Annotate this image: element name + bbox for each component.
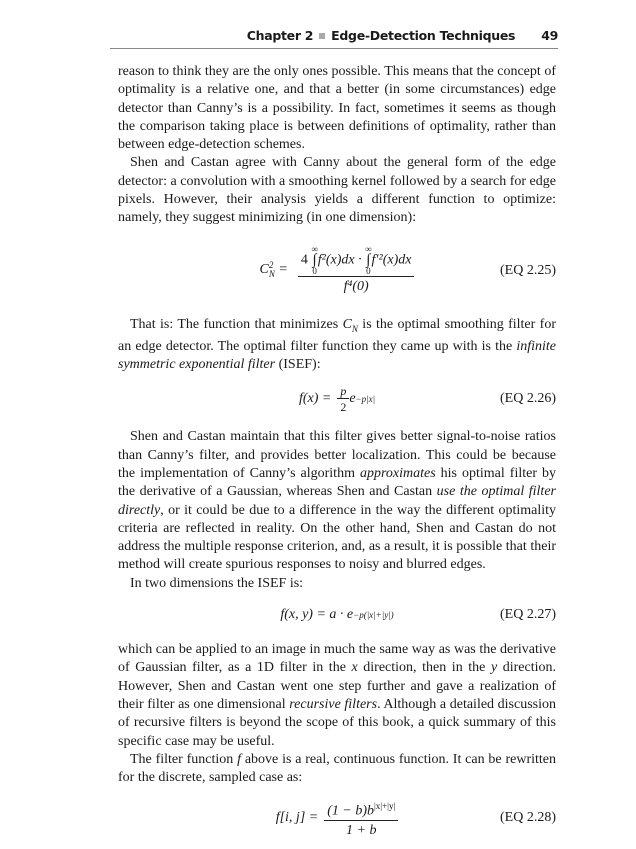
- paragraph: [118, 63, 556, 154]
- symbol: f: [237, 751, 241, 767]
- chapter-label: Chapter 2: [246, 28, 314, 43]
- symbol: N: [351, 323, 358, 334]
- equation-label: (EQ 2.27): [500, 606, 556, 622]
- text: reason to think they are the only ones possible. This means that the concept of optimality is a relative one, and that a better (in some circumstances) edge detector than Canny’s is a possibility. In fact, sometimes it seems as though the comparison taking place is between definitions of optimality, rather than between edge-detection schemes.: [118, 64, 556, 153]
- separator-square-icon: [319, 33, 325, 39]
- emphasis: infinite symmetric exponential filter: [118, 338, 556, 373]
- text: direction, then in the: [357, 660, 491, 676]
- eq-exponent: −p|x|: [355, 394, 376, 405]
- text: In two dimensions the ISEF is:: [130, 575, 304, 591]
- text: (ISEF):: [275, 357, 321, 373]
- eq-lhs: C 2 N =: [259, 260, 288, 280]
- eq-rhs: e: [349, 391, 356, 407]
- text: That is: The function that minimizes: [130, 316, 343, 332]
- emphasis: approximates: [359, 465, 436, 481]
- paragraph: [118, 316, 556, 375]
- text: . Although a detailed discussion of recursive filters is beyond the scope of this book, a quick summary of this specific case may be useful.: [118, 696, 556, 749]
- eq-fraction: $\frac{p}{2}$: [337, 384, 349, 414]
- paragraph: [118, 154, 556, 227]
- equation-2-27: [118, 593, 556, 637]
- equation-label: (EQ 2.28): [500, 810, 556, 826]
- page-number: 49: [541, 28, 558, 43]
- paragraph: [118, 428, 556, 574]
- symbol: y: [490, 660, 498, 676]
- symbol: x: [351, 660, 358, 676]
- paragraph: [118, 641, 556, 751]
- equation-label: (EQ 2.26): [500, 391, 556, 407]
- text: is the optimal smoothing filter for an edge detector. The optimal filter function they came up with is the: [118, 316, 556, 354]
- chapter-title: Edge-Detection Techniques: [331, 28, 516, 43]
- eq-exponent: −p(|x|+|y|): [353, 609, 394, 620]
- equation-2-26: [118, 374, 556, 424]
- running-header: [110, 28, 558, 49]
- eq-lhs: f[i, j] =: [275, 810, 319, 826]
- equation-label: (EQ 2.25): [500, 262, 556, 278]
- equation-2-28: [118, 787, 556, 849]
- emphasis: recursive filters: [289, 696, 378, 712]
- paragraph: [118, 751, 556, 788]
- paragraph: [118, 575, 556, 593]
- symbol: C: [342, 316, 352, 332]
- eq-fraction: $\frac{(1 - b)b^{|x|+|y|}}{1 + b}$: [324, 797, 398, 841]
- text: above is a real, continuous function. It can be rewritten for the discrete, sampled case as:: [118, 751, 557, 786]
- text: which can be applied to an image in much the same way as was the derivative of Gaussian filter, as a 1D filter in the: [118, 642, 556, 676]
- text: direction. However, Shen and Castan went one step further and gave a realization of their filter as one dimensional: [118, 660, 557, 712]
- text: The filter function: [130, 751, 238, 767]
- body-text: [118, 63, 556, 849]
- eq-lhs: f(x, y) = a · e: [280, 606, 354, 622]
- emphasis: use the optimal filter directly: [118, 484, 556, 518]
- eq-fraction: 4 ∞ ∫ 0 f²(x)dx · ∞ ∫ 0 f′²(x)dx f⁴(0): [298, 245, 415, 296]
- equation-2-25: [118, 232, 556, 310]
- eq-lhs: f(x) =: [298, 391, 332, 407]
- text: , or it could be due to a difference in the way the different optimality criteria are reflected in reality. On the other hand, Shen and Castan do not address the multiple response criterion, and, as a result, it is possible that their method will create spurious responses to noisy and blurred edges.: [118, 502, 556, 573]
- text: Shen and Castan agree with Canny about the general form of the edge detector: a convolution with a smoothing kernel followed by a search for edge pixels. However, their analysis yields a different function to optimize: namely, they suggest minimizing (in one dimension):: [118, 155, 556, 226]
- text: Shen and Castan maintain that this filter gives better signal-to-noise ratios than Canny’s filter, and provides better localization. This could be because the implementation of Canny’s algorithm: [118, 429, 556, 481]
- text: his optimal filter by the derivative of a Gaussian, whereas Shen and Castan: [118, 465, 556, 500]
